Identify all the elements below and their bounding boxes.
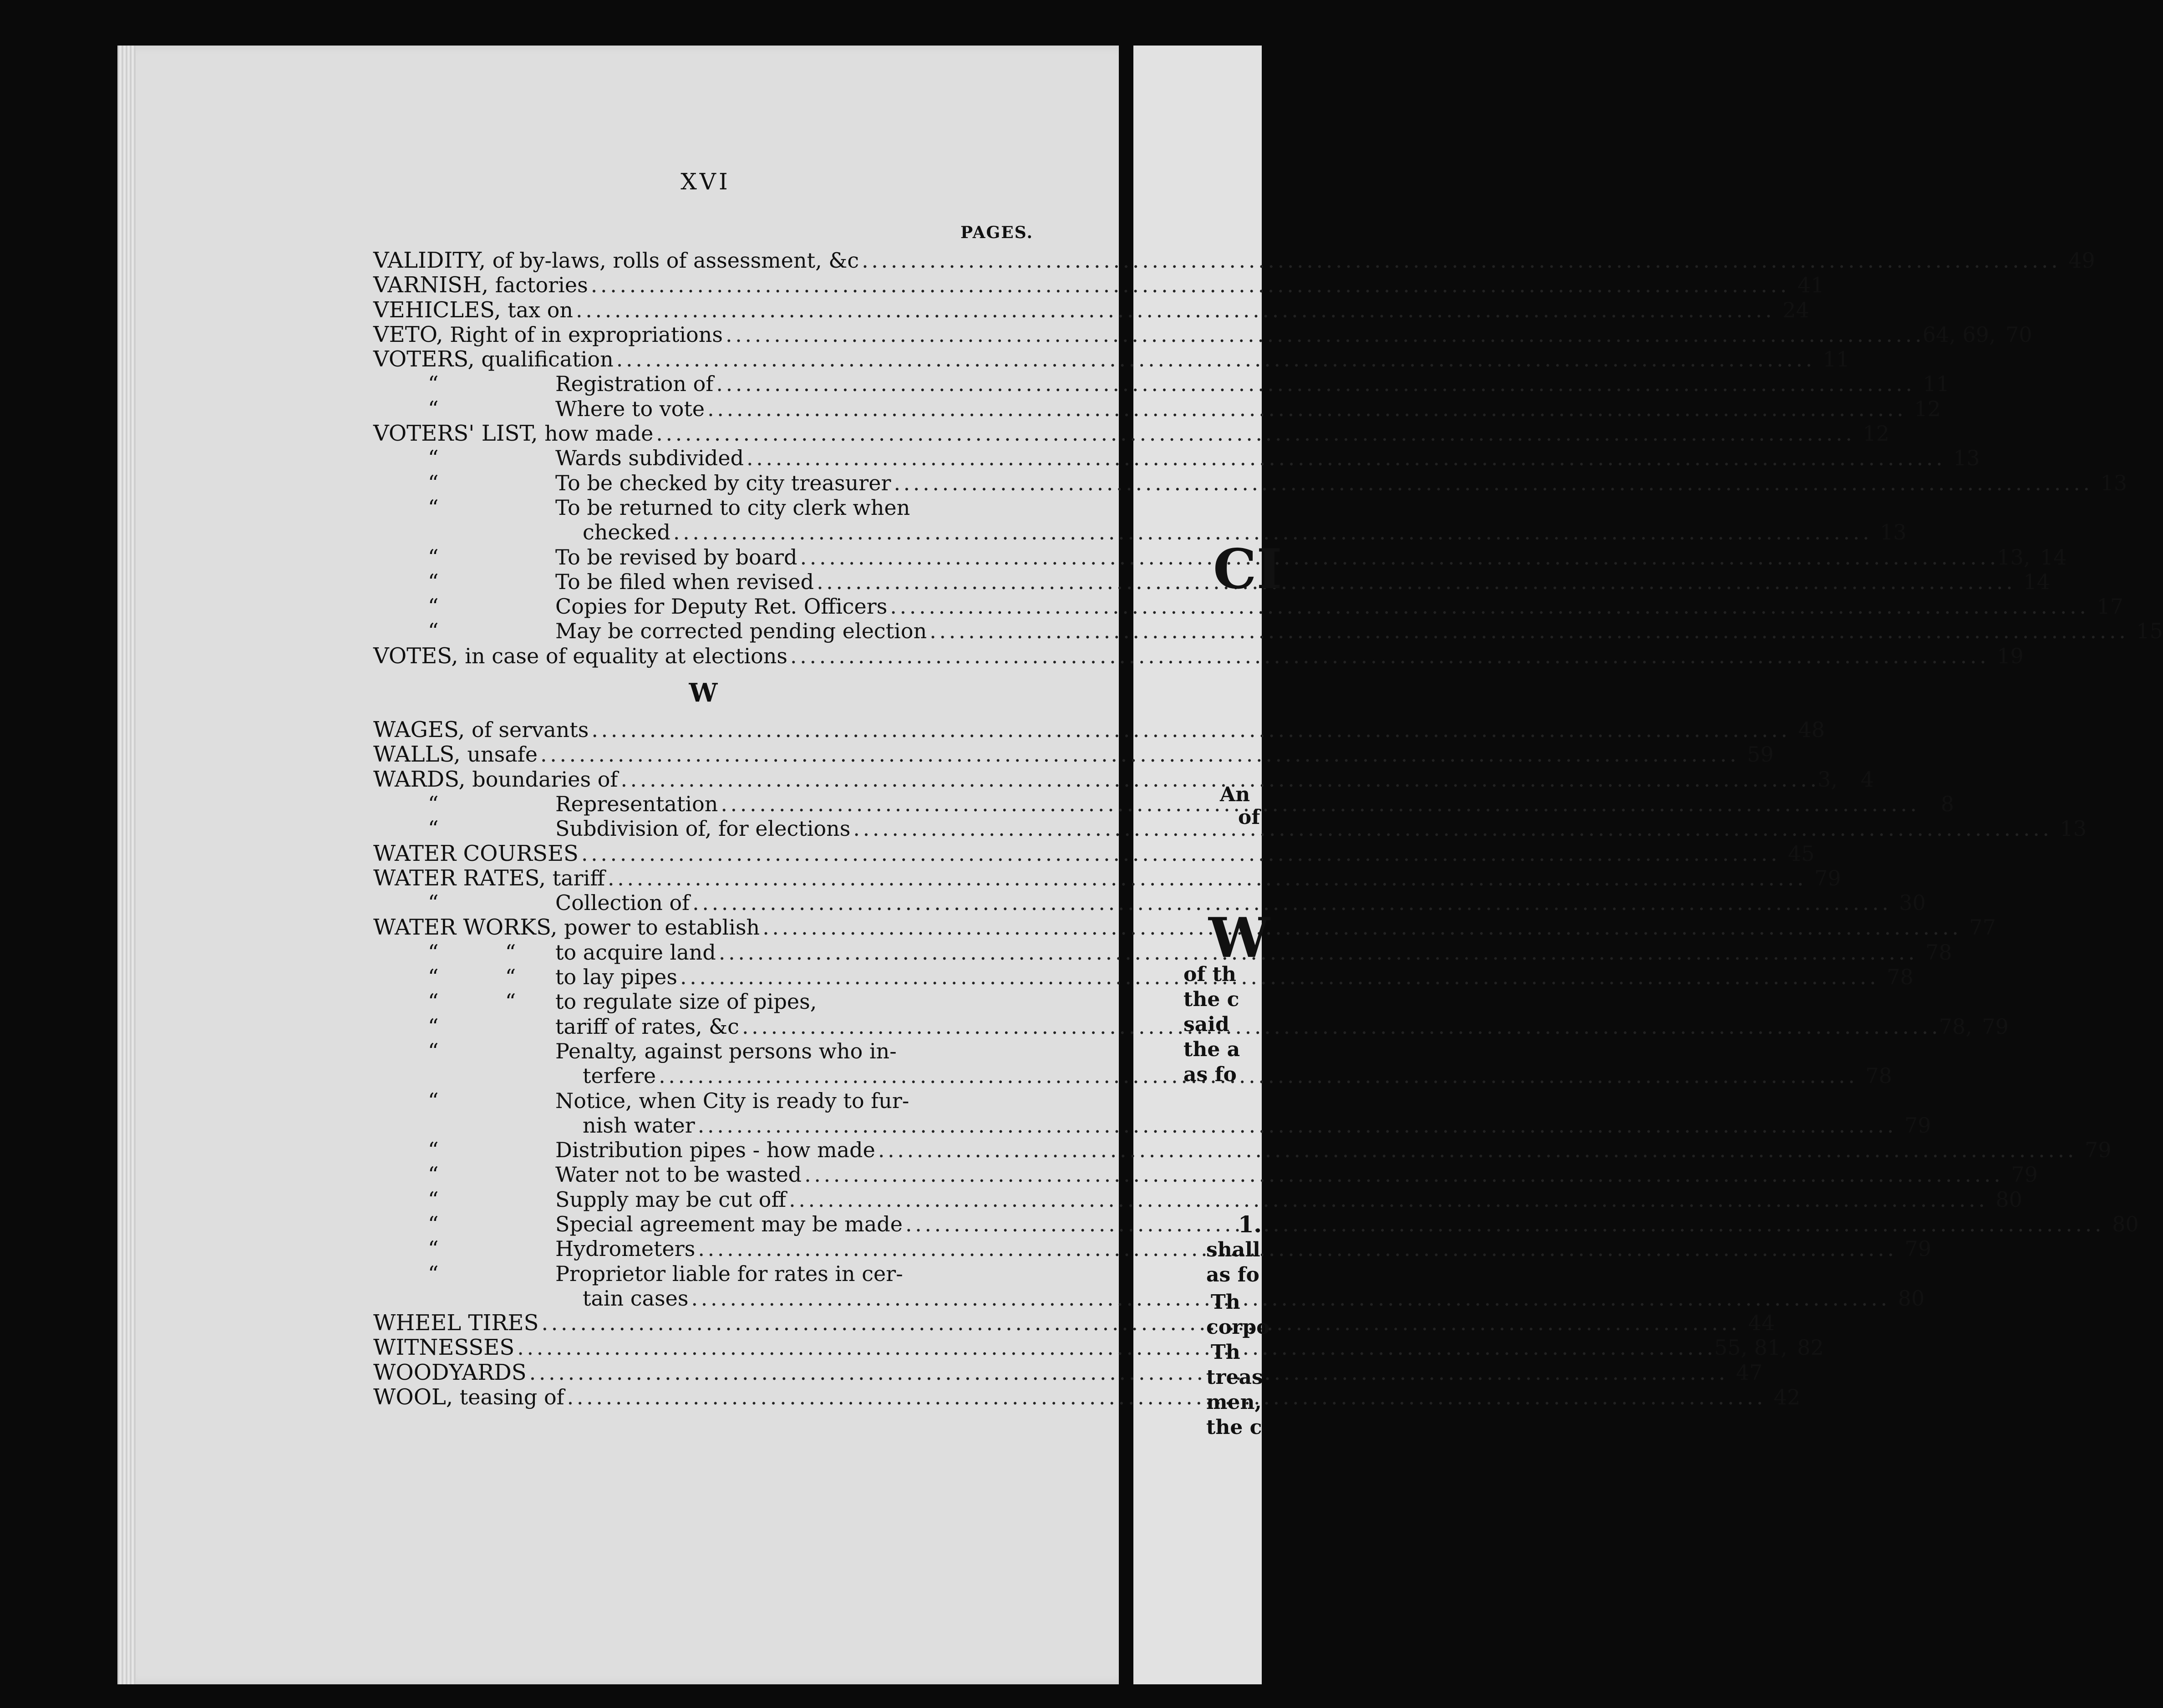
entry-text: power to establish	[557, 915, 760, 940]
entry-text: Registration of	[555, 371, 714, 396]
entry-page: 79	[1814, 865, 1841, 890]
dot-leader	[608, 866, 1802, 890]
entry-page: 13	[1953, 446, 1980, 471]
dot-leader	[894, 471, 2088, 495]
entry-heading: WATER RATES,	[373, 865, 546, 891]
dot-leader	[862, 248, 2056, 273]
entry-text: Subdivision of, for elections	[555, 816, 851, 841]
ditto-mark: “ “	[428, 965, 516, 990]
entry-text: Distribution pipes - how made	[555, 1138, 875, 1163]
ditto-mark: “	[428, 569, 439, 594]
entry-text: To be filed when revised	[555, 569, 814, 594]
ditto-mark: “	[428, 816, 439, 841]
dot-leader	[591, 717, 1786, 742]
dot-leader	[817, 569, 2011, 594]
entry-page: 4	[1860, 767, 1874, 792]
index-entry	[373, 569, 2050, 594]
index-entry	[373, 766, 1874, 792]
entry-heading: WAGES,	[373, 717, 465, 743]
facing-page-text: treas	[1206, 1366, 1263, 1389]
entry-text: Penalty, against persons who in-	[555, 1038, 897, 1063]
dot-leader	[929, 619, 2124, 643]
entry-reference: 78,	[1939, 1014, 1972, 1039]
entry-page: 82	[1797, 1335, 1824, 1360]
index-entry	[373, 520, 1907, 545]
facing-page-text: said	[1183, 1013, 1229, 1036]
entry-page: 14	[2023, 569, 2050, 594]
ditto-mark: “	[428, 1236, 439, 1261]
entry-heading: VOTERS,	[373, 346, 475, 372]
entry-text: to acquire land	[555, 940, 716, 965]
entry-text: Special agreement may be made	[555, 1211, 903, 1236]
ditto-mark: “	[428, 446, 439, 471]
dot-leader	[707, 396, 1902, 421]
dot-leader	[692, 890, 1887, 915]
dot-leader	[742, 1014, 1936, 1039]
entry-page: 80	[1898, 1286, 1925, 1311]
entry-page: 49	[2068, 248, 2095, 273]
entry-heading: WARDS,	[373, 766, 466, 792]
entry-page: 17	[2097, 594, 2124, 619]
index-entry	[373, 544, 2067, 569]
entry-heading: WHEEL TIRES	[373, 1310, 539, 1336]
dot-leader	[567, 1385, 1762, 1409]
index-entry	[373, 742, 1774, 768]
entry-text: terfere	[583, 1063, 656, 1088]
entry-heading: VOTERS' LIST,	[373, 421, 538, 447]
ditto-mark: “	[428, 1038, 439, 1063]
entry-page: 13	[2100, 470, 2127, 495]
ditto-mark: “	[428, 396, 439, 421]
entry-text: Hydrometers	[555, 1236, 696, 1261]
index-entry	[373, 840, 1815, 866]
entry-page: 19	[1997, 643, 2024, 668]
entry-text: checked	[583, 520, 670, 545]
entry-text: Water not to be wasted	[555, 1162, 802, 1187]
dot-leader	[529, 1360, 1724, 1385]
section-letter: W	[689, 678, 718, 708]
index-entry	[373, 619, 2163, 644]
dot-leader	[659, 1063, 1853, 1088]
index-entry	[373, 1187, 2022, 1212]
entry-text: May be corrected pending election	[555, 619, 927, 644]
index-entry	[373, 915, 1996, 940]
entry-text: Representation	[555, 791, 718, 816]
entry-heading: WATER WORKS,	[373, 915, 558, 940]
index-entry	[373, 297, 1809, 323]
dot-leader	[721, 792, 1915, 816]
entry-heading: VETO,	[373, 321, 443, 347]
entry-page: 70	[2006, 322, 2032, 347]
ditto-mark: “	[428, 371, 439, 396]
ditto-mark: “	[428, 544, 439, 569]
index-entry	[373, 989, 1033, 1014]
entry-text: tariff of rates, &c	[555, 1014, 739, 1039]
dot-leader	[762, 915, 1957, 940]
entry-text: to lay pipes	[555, 965, 677, 990]
entry-page: 79	[1982, 1014, 2009, 1039]
entry-page: 41	[1797, 273, 1824, 298]
entry-heading: WATER COURSES	[373, 840, 579, 866]
index-entry	[373, 1261, 1033, 1286]
entry-page: 79	[1904, 1113, 1931, 1138]
entry-heading: VALIDITY,	[373, 248, 486, 273]
entry-reference: 13,	[1997, 544, 2031, 569]
index-entry	[373, 272, 1824, 298]
ditto-mark: “	[428, 619, 439, 644]
entry-page: 15	[2136, 619, 2163, 644]
entry-text: teasing of	[453, 1385, 564, 1410]
entry-page: 30	[1899, 890, 1926, 915]
entry-text: of by-laws, rolls of assessment, &c	[486, 248, 859, 273]
facing-page-text: Th	[1211, 1341, 1240, 1364]
dot-leader	[789, 1187, 1983, 1212]
entry-text: Right of in expropriations	[443, 322, 723, 347]
entry-text: to regulate size of pipes,	[555, 989, 817, 1014]
entry-page: 13	[1880, 520, 1907, 545]
entry-page: 14	[2040, 544, 2067, 569]
entry-reference: 3,	[1818, 767, 1838, 792]
dot-leader	[541, 1311, 1736, 1335]
index-entry	[373, 940, 1952, 965]
entry-page: 80	[1995, 1187, 2022, 1212]
pages-column-label: PAGES.	[960, 223, 1033, 242]
dot-leader	[517, 1335, 1711, 1360]
ditto-mark: “	[428, 470, 439, 495]
entry-page: 48	[1798, 717, 1825, 742]
entry-page: 12	[1863, 421, 1889, 446]
dot-leader	[581, 841, 1776, 866]
entry-page: 78	[1865, 1063, 1892, 1088]
facing-page-text: An	[1220, 783, 1250, 806]
entry-text: nish water	[583, 1113, 695, 1138]
index-entry	[373, 421, 1889, 447]
facing-page-text: corpo	[1206, 1316, 1270, 1339]
entry-page: 44	[1748, 1311, 1775, 1336]
entry-page: 77	[1969, 915, 1996, 940]
entry-text: To be revised by board	[555, 544, 797, 569]
ditto-mark: “	[428, 594, 439, 619]
dot-leader	[719, 940, 1913, 965]
dot-leader	[890, 594, 2084, 619]
dot-leader	[691, 1286, 1886, 1311]
facing-page-text: the a	[1183, 1038, 1240, 1061]
entry-text: how made	[538, 421, 654, 446]
entry-reference: 55, 81,	[1714, 1335, 1787, 1360]
ditto-mark: “	[428, 791, 439, 816]
index-entry	[373, 346, 1850, 372]
dot-leader	[905, 1212, 2100, 1236]
ditto-mark: “	[428, 1162, 439, 1187]
entry-heading: WITNESSES	[373, 1335, 515, 1361]
ditto-mark: “	[428, 1138, 439, 1163]
dot-leader	[540, 742, 1735, 767]
entry-page: 24	[1782, 297, 1809, 322]
ditto-mark: “	[428, 1261, 439, 1286]
entry-text: of servants	[465, 717, 589, 742]
page-number: XVI	[680, 168, 731, 195]
entry-text: in case of equality at elections	[458, 643, 788, 668]
entry-page: 47	[1736, 1360, 1763, 1385]
entry-text: To be returned to city clerk when	[555, 495, 910, 520]
facing-page-text: 1.	[1238, 1211, 1262, 1238]
dot-leader	[790, 644, 1985, 668]
entry-text: Copies for Deputy Ret. Officers	[555, 594, 888, 619]
facing-page-text: CI	[1213, 537, 1282, 601]
entry-heading: VEHICLES,	[373, 297, 501, 323]
facing-page-text: as fo	[1183, 1063, 1237, 1086]
entry-text: Collection of	[555, 890, 690, 915]
index-entry	[373, 717, 1825, 743]
dot-leader	[576, 298, 1770, 322]
index-entry	[373, 643, 2024, 669]
ditto-mark: “	[428, 1014, 439, 1039]
dot-leader	[656, 421, 1850, 446]
dot-leader	[698, 1236, 1892, 1261]
index-entry	[373, 1113, 1931, 1138]
entry-heading: WOOL,	[373, 1384, 453, 1410]
dot-leader	[591, 273, 1785, 297]
entry-text: Notice, when City is ready to fur-	[555, 1088, 909, 1113]
entry-text: tax on	[501, 297, 574, 322]
entry-heading: WALLS,	[373, 742, 461, 768]
index-entry	[373, 865, 1841, 891]
ditto-mark: “ “	[428, 940, 516, 965]
index-entry	[373, 248, 2095, 273]
index-entry	[373, 321, 2032, 347]
ditto-mark: “	[428, 1211, 439, 1236]
facing-page-text: as fo	[1206, 1263, 1259, 1286]
dot-leader	[620, 767, 1815, 792]
dot-leader	[804, 1162, 1999, 1187]
index-entry	[373, 1088, 1033, 1113]
page-edge	[117, 46, 136, 1684]
entry-reference: 64, 69,	[1922, 322, 1996, 347]
index-entry	[373, 1138, 2112, 1163]
entry-heading: VOTES,	[373, 643, 458, 669]
index-entry	[373, 470, 2127, 495]
index-entry	[373, 371, 1950, 396]
entry-page: 78	[1925, 940, 1952, 965]
entry-page: 80	[2112, 1211, 2139, 1236]
ditto-mark: “	[428, 1088, 439, 1113]
ditto-mark: “	[428, 495, 439, 520]
entry-text: qualification	[474, 347, 614, 372]
dot-leader	[616, 347, 1811, 371]
entry-page: 79	[1904, 1236, 1932, 1261]
entry-text: Proprietor liable for rates in cer-	[555, 1261, 903, 1286]
entry-page: 42	[1773, 1385, 1801, 1410]
entry-page: 79	[2011, 1162, 2038, 1187]
facing-page-text: men,	[1206, 1391, 1262, 1414]
entry-text: tain cases	[583, 1286, 689, 1311]
entry-text: Supply may be cut off	[555, 1187, 787, 1212]
dot-leader	[746, 446, 1941, 470]
entry-page: 12	[1914, 396, 1941, 421]
entry-text: unsafe	[460, 742, 538, 767]
ditto-mark: “	[428, 1187, 439, 1212]
index-entry	[373, 1162, 2038, 1187]
entry-text: boundaries of	[465, 767, 618, 792]
entry-text: To be checked by city treasurer	[555, 470, 891, 495]
entry-heading: WOODYARDS	[373, 1359, 527, 1385]
index-entry	[373, 890, 1926, 915]
entry-page: 11	[1823, 347, 1850, 372]
entry-text: tariff	[546, 865, 605, 890]
entry-page: 78	[1887, 965, 1914, 990]
dot-leader	[853, 816, 2047, 841]
ditto-mark: “	[428, 890, 439, 915]
dot-leader	[698, 1113, 1892, 1138]
dot-leader	[680, 965, 1874, 989]
entry-text: Where to vote	[555, 396, 705, 421]
facing-page-text: Th	[1211, 1291, 1240, 1314]
index-entry	[373, 816, 2087, 841]
facing-page-text: shall	[1206, 1238, 1260, 1261]
entry-page: 79	[2084, 1138, 2112, 1163]
facing-page-text: the c	[1206, 1416, 1262, 1439]
dot-leader	[878, 1138, 2072, 1162]
entry-page: 59	[1747, 742, 1774, 767]
index-entry	[373, 594, 2124, 619]
dot-leader	[716, 371, 1910, 396]
facing-page-text: of	[1238, 806, 1260, 829]
index-entry	[373, 446, 1980, 471]
facing-page-text: W	[1208, 906, 1270, 970]
index-entry	[373, 495, 1033, 520]
index-entry	[373, 1039, 1033, 1063]
index-entry	[373, 396, 1941, 421]
dot-leader	[800, 545, 1995, 569]
entry-page: 11	[1923, 371, 1950, 396]
ditto-mark: “ “	[428, 989, 516, 1014]
index-entry	[373, 1211, 2139, 1236]
entry-heading: VARNISH,	[373, 272, 489, 298]
dot-leader	[726, 322, 1920, 347]
facing-page-text: of th	[1183, 963, 1236, 986]
entry-page: 45	[1788, 841, 1815, 866]
entry-text: factories	[488, 273, 588, 298]
entry-page: 13	[2060, 816, 2087, 841]
entry-page: 8	[1940, 791, 1955, 816]
facing-page-text: the c	[1183, 988, 1239, 1011]
entry-text: Wards subdivided	[555, 446, 744, 471]
